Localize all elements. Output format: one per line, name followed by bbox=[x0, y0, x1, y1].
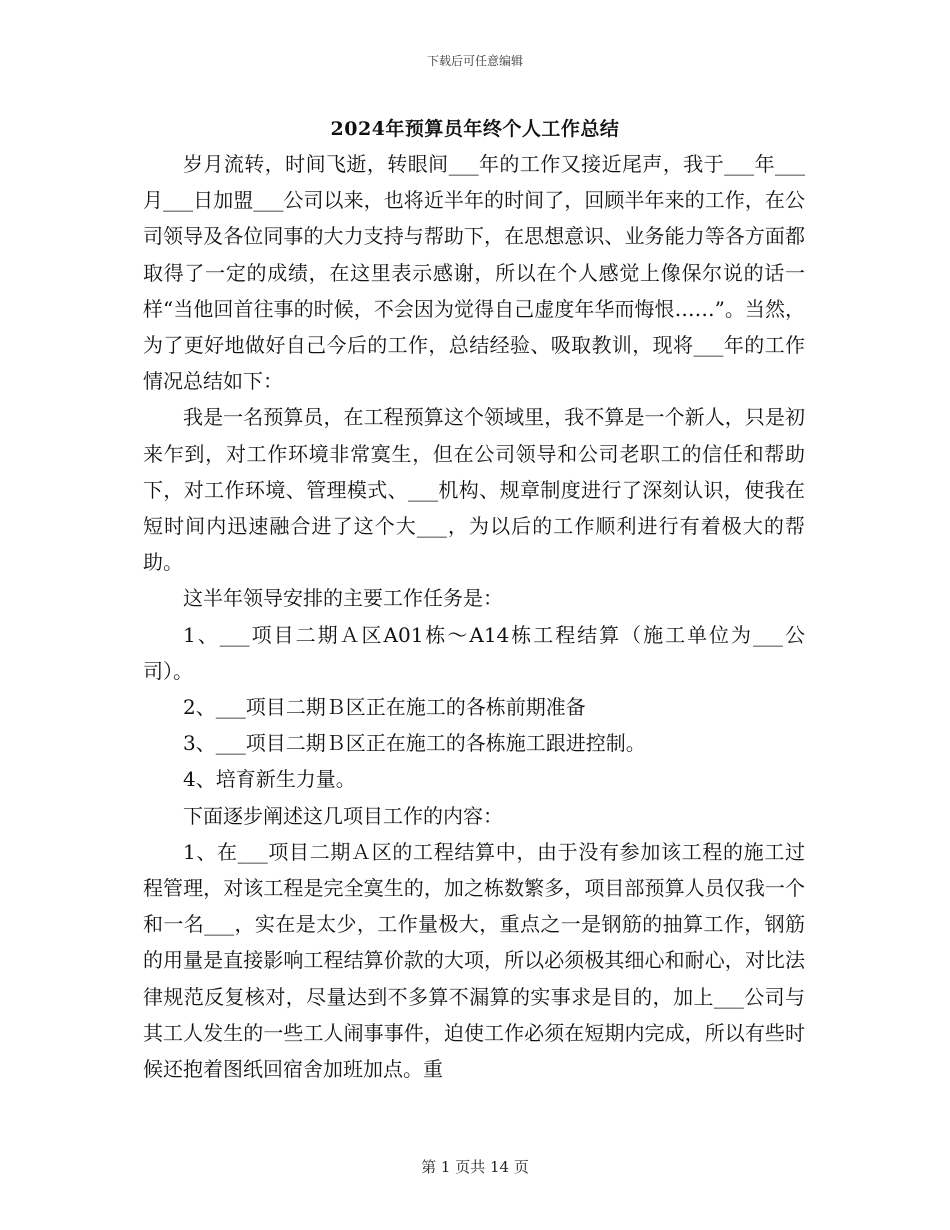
header-note: 下载后可任意编辑 bbox=[426, 54, 523, 68]
paragraph-role: 我是一名预算员，在工程预算这个领域里，我不算是一个新人，只是初来乍到，对工作环境非常寞生，但在公司领导和公司老职工的信任和帮助下，对工作环境、管理模式、___机构、规章制度进行了深刻认识，使我在短时间内迅速融合进了这个大___，为以后的工作顺利进行有着极大的帮助。 bbox=[143, 405, 805, 575]
paragraph-details-heading: 下面逐步阐述这几项目工作的内容： bbox=[183, 803, 503, 828]
document-body bbox=[143, 146, 805, 1087]
paragraph-detail-1: 1、在___项目二期Ａ区的工程结算中，由于没有参加该工程的施工过程管理，对该工程是完全寞生的，加之栋数繁多，项目部预算人员仅我一个和一名___，实在是太少，工作量极大，重点之一是钢筋的抽算工作，钢筋的用量是直接影响工程结算价款的大项，所以必须极其细心和耐心，对比法律规范反复核对，尽量达到不多算不漏算的实事求是目的，加上___公司与其工人发生的一些工人闹事事件，迫使工作必须在短期内完成，所以有些时候还抱着图纸回宿舍加班加点。重 bbox=[143, 839, 805, 1082]
paragraph-intro: 岁月流转，时间飞逝，转眼间___年的工作又接近尾声，我于___年___月___日加盟___公司以来，也将近半年的时间了，回顾半年来的工作，在公司领导及各位同事的大力支持与帮助下，在思想意识、业务能力等各方面都取得了一定的成绩，在这里表示感谢，所以在个人感觉上像保尔说的话一样“当他回首往事的时候，不会因为觉得自己虚度年华而悔恨……”。当然，为了更好地做好自己今后的工作，总结经验、吸取教训，现将___年的工作情况总结如下： bbox=[143, 152, 805, 394]
paragraph-task-1: 1、___项目二期Ａ区A01栋～A14栋工程结算（施工单位为___公司）。 bbox=[143, 622, 805, 683]
paragraph-task-4: 4、培育新生力量。 bbox=[183, 767, 356, 792]
paragraph-task-2: 2、___项目二期Ｂ区正在施工的各栋前期准备 bbox=[183, 695, 586, 720]
document-title: 2024年预算员年终个人工作总结 bbox=[330, 118, 620, 140]
page-number-footer: 第 1 页共 14 页 bbox=[421, 1158, 529, 1176]
paragraph-task-3: 3、___项目二期Ｂ区正在施工的各栋施工跟进控制。 bbox=[183, 731, 646, 756]
paragraph-tasks-heading: 这半年领导安排的主要工作任务是： bbox=[183, 586, 503, 611]
